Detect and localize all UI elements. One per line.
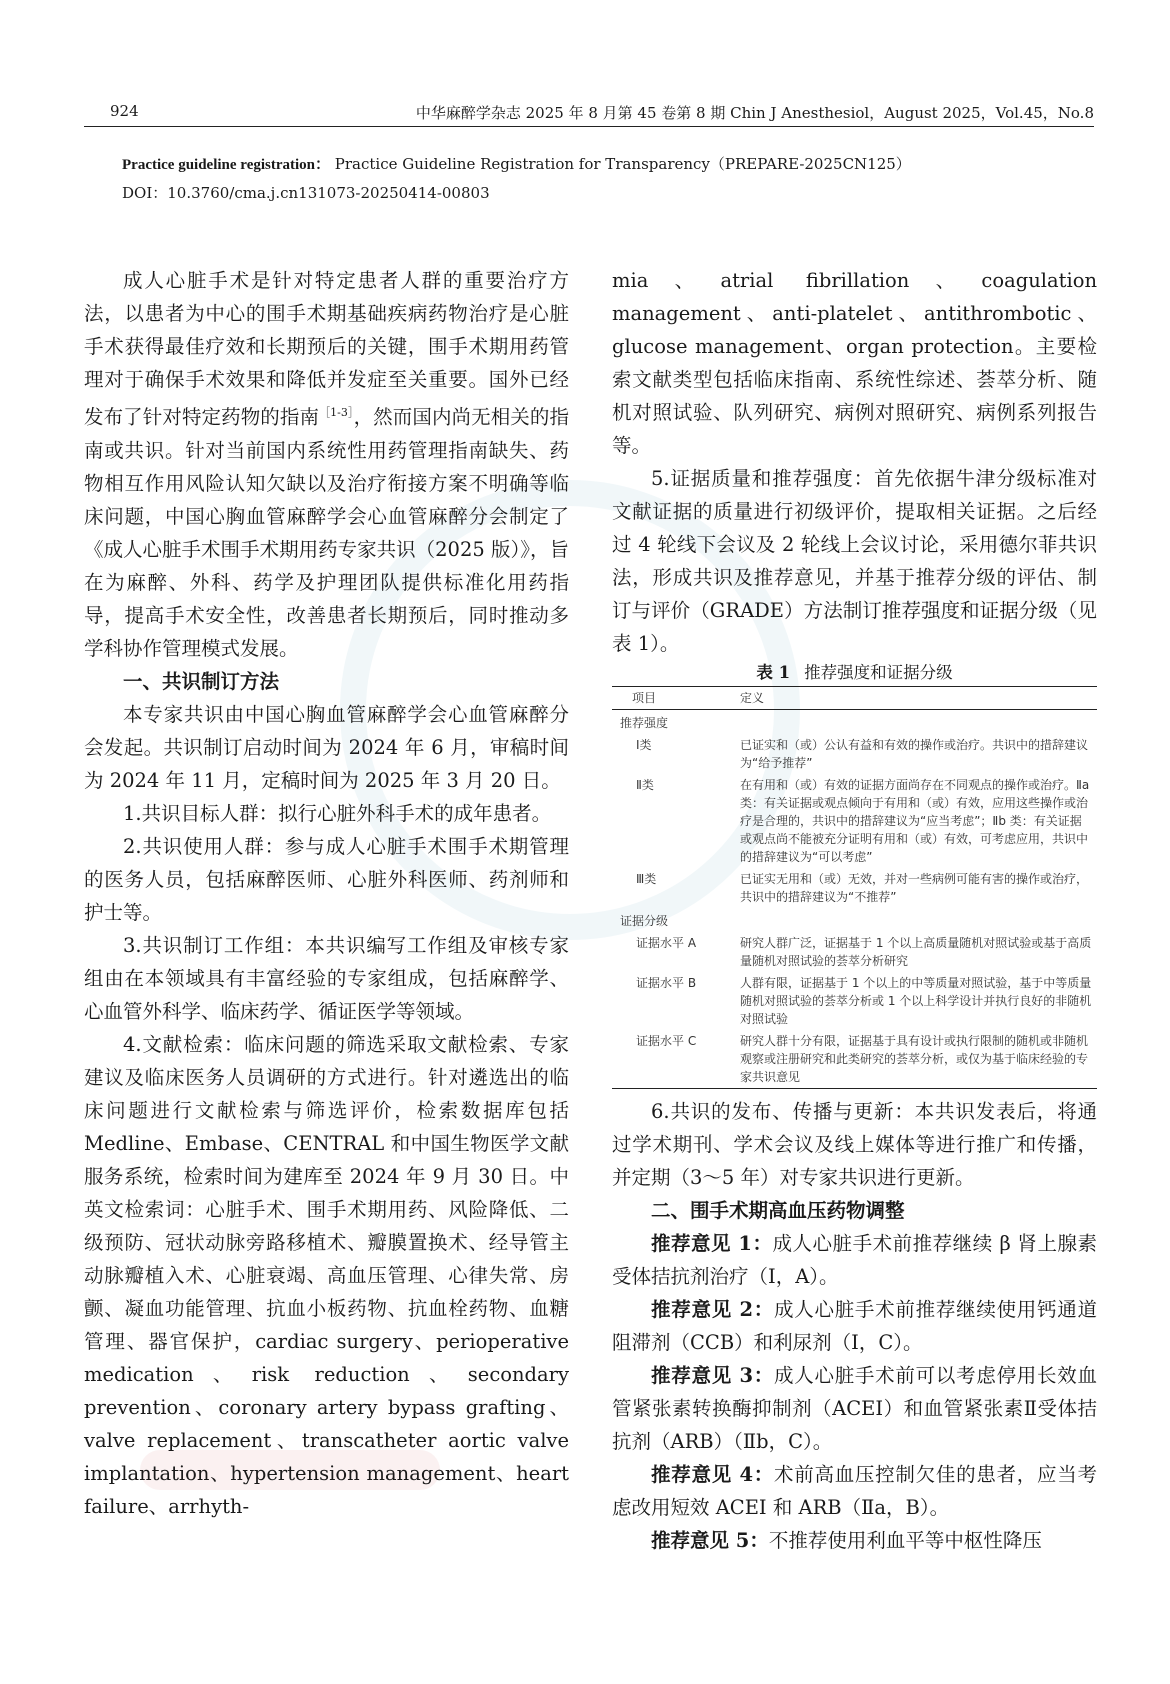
intro-text-a: 成人心脏手术是针对特定患者人群的重要治疗方法，以患者为中心的围手术期基础疾病药物治疗是心脏手术获得最佳疗效和长期预后的关键，围手术期用药管理对于确保手术效果和降低并发症至关重要。国外已经发布了针对特定药物的指南 [84,269,569,429]
table-row [612,774,1097,868]
table-cell-item: 证据水平 A [636,936,697,950]
table-group-strength: 推荐强度 [620,716,669,730]
paragraph-users: 2.共识使用人群：参与成人心脏手术围手术期管理的医务人员，包括麻醉医师、心脏外科医师、药剂师和护士等。 [84,834,569,924]
table-title: 推荐强度和证据分级 [804,663,953,682]
recommendation-label: 推荐意见 1： [651,1232,773,1255]
recommendation-text: 成人心脏手术前推荐继续使用钙通道阻滞剂（CCB）和利尿剂（Ⅰ，C）。 [612,1298,1097,1354]
recommendation-label: 推荐意见 4： [651,1463,774,1486]
table-group-evidence: 证据分级 [620,914,669,928]
intro-text-b: ，然而国内尚无相关的指南或共识。针对当前国内系统性用药管理指南缺失、药物相互作用风险认知欠缺以及治疗衔接方案不明确等临床问题，中国心胸血管麻醉学会心血管麻醉分会制定了《成人心脏手术围手术期用药专家共识（2025 版）》，旨在为麻醉、外科、药学及护理团队提供标准化用药指导，提高手术安全性，改善患者长期预后，同时推动多学科协作管理模式发展。 [84,405,569,660]
recommendation-label: 推荐意见 2： [651,1298,774,1321]
table-cell-item: Ⅲ类 [636,872,657,886]
section-heading-methods: 一、共识制订方法 [123,669,280,693]
registration-text: Practice Guideline Registration for Transparency（PREPARE-2025CN125） [334,155,911,173]
left-column [84,264,569,1523]
journal-citation: 中华麻醉学杂志 2025 年 8 月第 45 卷第 8 期 Chin J Anesthesiol，August 2025，Vol.45，No.8 [415,104,1094,122]
paragraph-literature-search: 4.文献检索：临床问题的筛选采取文献检索、专家建议及临床医务人员调研的方式进行。针对遴选出的临床问题进行文献检索与筛选评价，检索数据库包括 Medline、Embase、CENTRAL 和中国生物医学文献服务系统，检索时间为建库至 2024 年 9 月 30 日。中英文检索词：心脏手术、围手术期用药、风险降低、二级预防、冠状动脉旁路移植术、瓣膜置换术、经导管主动脉瓣植入术、心脏衰竭、高血压管理、心律失常、房颤、凝血功能管理、抗血小板药物、抗血栓药物、血糖管理、器官保护，cardiac surgery、perioperative medication、risk reduction、secondary prevention、coronary artery bypass grafting、valve replacement、transcatheter aortic valve implantation、hypertension management、heart failure、arrhyth- [84,1032,569,1518]
table-cell-definition: 研究人群十分有限，证据基于具有设计或执行限制的随机或非随机观察或注册研究和此类研究的荟萃分析，或仅为基于临床经验的专家共识意见 [740,1034,1089,1084]
running-header [84,100,1094,127]
front-matter [84,152,1094,205]
paragraph-search-cont: mia、atrial fibrillation、coagulation management、anti-platelet、antithrombotic、glucose management、organ protection。主要检索文献类型包括临床指南、系统性综述、荟萃分析、随机对照试验、队列研究、病例对照研究、病例系列报告等。 [612,269,1097,457]
page-number: 924 [110,102,139,120]
right-column [612,264,1097,1557]
intro-paragraph [84,264,569,665]
paragraph-target-population: 1.共识目标人群：拟行心脏外科手术的成年患者。 [123,801,552,825]
recommendation-4 [612,1458,1097,1524]
table-row [612,734,1097,774]
table-cell-item: Ⅰ类 [636,738,652,752]
section-heading-hypertension: 二、围手术期高血压药物调整 [651,1199,905,1222]
recommendation-5 [612,1524,1097,1557]
table-cell-item: 证据水平 C [636,1034,697,1048]
table-cell-definition: 研究人群广泛，证据基于 1 个以上高质量随机对照试验或基于高质量随机对照试验的荟萃分析研究 [740,936,1092,968]
table-cell-definition: 已证实和（或）公认有益和有效的操作或治疗。共识中的措辞建议为“给予推荐” [740,738,1089,770]
doi[interactable]: DOI：10.3760/cma.j.cn131073-20250414-00803 [122,184,490,202]
paragraph-evidence-quality: 5.证据质量和推荐强度：首先依据牛津分级标准对文献证据的质量进行初级评价，提取相关证据。之后经过 4 轮线下会议及 2 轮线上会议讨论，采用德尔菲共识法，形成共识及推荐意见，并基于推荐分级的评估、制订与评价（GRADE）方法制订推荐强度和证据分级（见表 1）。 [612,467,1097,655]
recommendation-grading-table [612,686,1097,1089]
table-cell-definition: 在有用和（或）有效的证据方面尚存在不同观点的操作或治疗。Ⅱa 类：有关证据或观点倾向于有用和（或）有效，应用这些操作或治疗是合理的，共识中的措辞建议为“应当考虑”；Ⅱb 类：有关证据或观点尚不能被充分证明有用和（或）有效，可考虑应用，共识中的措辞建议为“可以考虑” [740,778,1090,864]
registration-line [84,152,1094,177]
table-cell-item: 证据水平 B [636,976,697,990]
table-cell-item: Ⅱ类 [636,778,654,792]
table-caption [612,660,1097,686]
recommendation-3 [612,1359,1097,1458]
table-header-definition: 定义 [736,687,1097,710]
recommendation-text: 术前高血压控制欠佳的患者，应当考虑改用短效 ACEI 和 ARB（Ⅱa，B）。 [612,1463,1097,1519]
table-row [612,1030,1097,1089]
table-label: 表 1 [756,663,791,682]
citation-ref[interactable]: ［1-3］ [319,406,354,419]
table-header-item: 项目 [612,687,736,710]
paragraph-launch: 本专家共识由中国心胸血管麻醉学会心血管麻醉分会发起。共识制订启动时间为 2024 年 6 月，审稿时间为 2024 年 11 月，定稿时间为 2025 年 3 月 20 日。 [84,702,569,792]
recommendation-1 [612,1227,1097,1293]
recommendation-label: 推荐意见 5： [651,1529,769,1552]
table-cell-definition: 人群有限，证据基于 1 个以上的中等质量对照试验，基于中等质量随机对照试验的荟萃分析或 1 个以上科学设计并执行良好的非随机对照试验 [740,976,1092,1026]
recommendation-2 [612,1293,1097,1359]
table-row [612,868,1097,908]
recommendation-text: 成人心脏手术前推荐继续 β 肾上腺素受体拮抗剂治疗（Ⅰ，A）。 [612,1232,1097,1288]
paragraph-working-group: 3.共识制订工作组：本共识编写工作组及审核专家组由在本领域具有丰富经验的专家组成，包括麻醉学、心血管外科学、临床药学、循证医学等领域。 [84,933,569,1023]
recommendation-label: 推荐意见 3： [651,1364,774,1387]
recommendation-text: 成人心脏手术前可以考虑停用长效血管紧张素转换酶抑制剂（ACEI）和血管紧张素Ⅱ受体拮抗剂（ARB）（Ⅱb，C）。 [612,1364,1097,1453]
recommendation-text: 不推荐使用利血平等中枢性降压 [768,1529,1042,1552]
table-row [612,972,1097,1030]
table-cell-definition: 已证实无用和（或）无效，并对一些病例可能有害的操作或治疗，共识中的措辞建议为“不推荐” [740,872,1089,904]
paragraph-publication-update: 6.共识的发布、传播与更新：本共识发表后，将通过学术期刊、学术会议及线上媒体等进行推广和传播，并定期（3～5 年）对专家共识进行更新。 [612,1100,1097,1189]
table-row [612,932,1097,972]
registration-label: Practice guideline registration： [122,157,331,173]
